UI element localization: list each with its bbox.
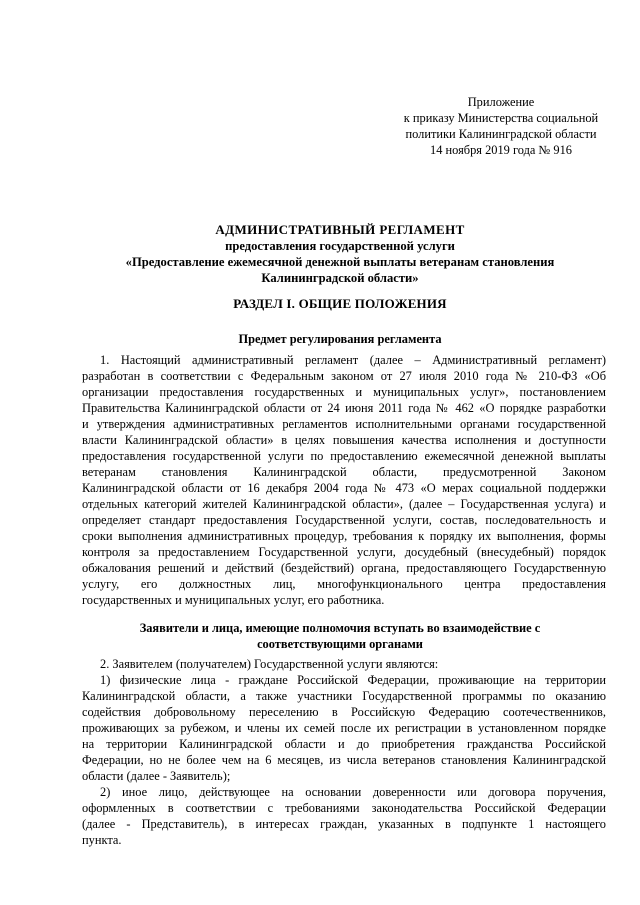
appendix-header [390,94,612,158]
paragraph-1 [82,352,606,608]
paragraph-line: 2) иное лицо, действующее на основании доверенности или договора поручения, [100,785,606,799]
document-title [100,222,580,286]
subsection-heading-subject: Предмет регулирования регламента [238,332,442,346]
paragraph-line: (далее - Представитель), в интересах граждан, указанных в подпункте 1 настоящего [82,817,606,831]
paragraph-line: обжалования решений и действий (бездействий) органа, предоставляющего Государственную [82,561,606,575]
paragraph-line: 1. Настоящий административный регламент (далее – Административный регламент) [100,353,606,367]
paragraph-line: содействия добровольному переселению в Российскую Федерацию соотечественников, [82,705,606,719]
title-line-4: Калининградской области» [261,271,419,285]
subsection-applicants-line-2: соответствующими органами [257,637,423,651]
section-heading: РАЗДЕЛ I. ОБЩИЕ ПОЛОЖЕНИЯ [233,296,447,311]
paragraph-line: организации предоставления государственных и муниципальных услуг», постановлением [82,385,606,399]
paragraph-line: и утверждения административных регламентов исполнительными органами государственной [82,417,606,431]
appendix-date-number: 14 ноября 2019 года № 916 [430,143,572,157]
paragraph-line: услугу, его должностных лиц, многофункционального центра предоставления [82,577,606,591]
paragraph-line: области (далее - Заявитель); [82,769,231,783]
title-main: АДМИНИСТРАТИВНЫЙ РЕГЛАМЕНТ [215,222,465,237]
title-line-2: предоставления государственной услуги [225,239,455,253]
appendix-ministry: политики Калининградской области [405,127,597,141]
paragraph-line: оформленных в соответствии с требованиями законодательства Российской Федерации [82,801,606,815]
paragraph-3 [82,672,606,784]
paragraph-line: сроки выполнения административных процедур, требования к порядку их выполнения, формы [82,529,606,543]
paragraph-line: 1) физические лица - граждане Российской Федерации, проживающие на территории [100,673,606,687]
paragraph-line: предоставления государственной услуги по предоставлению ежемесячной денежной выплаты [82,449,606,463]
subsection-heading-applicants [100,620,580,652]
paragraph-line: Калининградской области, а также участники Государственной программы по оказанию [82,689,606,703]
paragraph-line: проживающих за рубежом, и члены их семей после их регистрации в установленном порядке [82,721,606,735]
paragraph-4 [82,784,606,848]
subsection-applicants-line-1: Заявители и лица, имеющие полномочия вступать во взаимодействие с [139,621,541,635]
appendix-label: Приложение [467,95,535,109]
paragraph-line: контроля за предоставлением Государственной услуги, досудебный (внесудебный) порядок [82,545,606,559]
paragraph-line: Правительства Калининградской области от 24 июня 2011 года № 462 «О порядке разработки [82,401,606,415]
paragraph-2 [82,656,606,672]
paragraph-line: разработан в соответствии с Федеральным законом от 27 июля 2010 года № 210-ФЗ «Об [82,369,606,383]
paragraph-line: пункта. [82,833,122,847]
paragraph-line: ветеранам становления Калининградской области, предусмотренной Законом [82,465,606,479]
paragraph-line: определяет стандарт предоставления Государственной услуги, состав, последовательность и [82,513,606,527]
paragraph-line: государственных и муниципальных услуг, его работника. [82,593,385,607]
paragraph-line: Калининградской области от 16 декабря 2004 года № 473 «О мерах социальной поддержки [82,481,606,495]
paragraph-line: 2. Заявителем (получателем) Государственной услуги являются: [100,657,439,671]
paragraph-line: Федерации, но не более чем на 6 месяцев, из числа ветеранов становления Калининградской [82,753,606,767]
title-line-3: «Предоставление ежемесячной денежной выплаты ветеранам становления [125,255,555,269]
paragraph-line: отдельных категорий жителей Калининградской области», (далее – Государственная услуга) и [82,497,606,511]
appendix-order-ref: к приказу Министерства социальной [403,111,599,125]
paragraph-line: на территории Калининградской области и до приобретения гражданства Российской [82,737,606,751]
paragraph-line: власти Калининградской области» в целях повышения качества исполнения и доступности [82,433,606,447]
